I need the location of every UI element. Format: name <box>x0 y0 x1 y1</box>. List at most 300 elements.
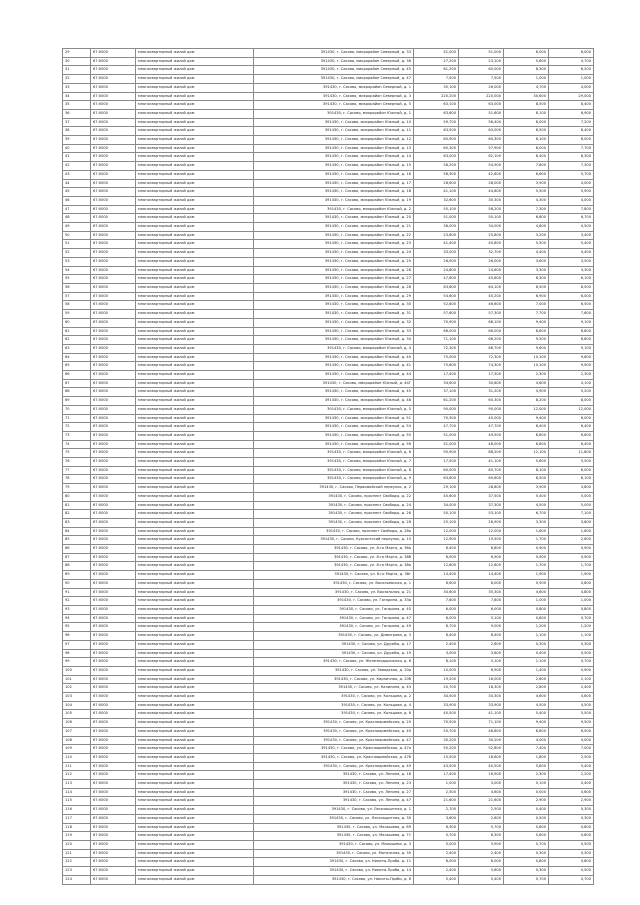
cadastral-code-cell: 67:0000 <box>91 666 136 675</box>
value-3-cell: 9,400 <box>504 719 549 728</box>
value-4-cell: 8,100 <box>549 475 594 484</box>
address-cell: 391430, г. Сасово, ул. Гагарина, д. 47 <box>254 614 414 623</box>
cadastral-code-cell: 67:0000 <box>91 388 136 397</box>
value-4-cell: 4,700 <box>549 57 594 66</box>
cadastral-code-cell: 67:0000 <box>91 475 136 484</box>
value-3-cell: 4,600 <box>504 379 549 388</box>
value-4-cell: 7,200 <box>549 118 594 127</box>
value-4-cell: 8,800 <box>549 336 594 345</box>
table-row <box>63 675 594 684</box>
row-number-cell: 46 <box>63 196 91 205</box>
cadastral-code-cell: 67:0000 <box>91 579 136 588</box>
cadastral-code-cell: 67:0000 <box>91 684 136 693</box>
building-type-cell: многоквартирный жилой дом <box>136 362 254 371</box>
building-type-cell: многоквартирный жилой дом <box>136 458 254 467</box>
value-3-cell: 10,100 <box>504 362 549 371</box>
table-row <box>63 327 594 336</box>
value-2-cell: 9,000 <box>459 623 504 632</box>
cadastral-code-cell: 67:0000 <box>91 257 136 266</box>
value-1-cell: 24,800 <box>414 266 459 275</box>
value-2-cell: 32,700 <box>459 249 504 258</box>
value-1-cell: 2,700 <box>414 806 459 815</box>
table-row <box>63 510 594 519</box>
value-1-cell: 20,700 <box>414 684 459 693</box>
value-2-cell: 12,000 <box>459 527 504 536</box>
value-1-cell: 34,600 <box>414 379 459 388</box>
row-number-cell: 105 <box>63 710 91 719</box>
building-type-cell: многоквартирный жилой дом <box>136 606 254 615</box>
value-4-cell: 6,400 <box>549 440 594 449</box>
row-number-cell: 61 <box>63 327 91 336</box>
value-3-cell: 0,100 <box>504 780 549 789</box>
table-row <box>63 118 594 127</box>
row-number-cell: 30 <box>63 57 91 66</box>
value-1-cell: 7,500 <box>414 75 459 84</box>
value-4-cell: 8,800 <box>549 327 594 336</box>
table-row <box>63 431 594 440</box>
value-4-cell: 4,400 <box>549 249 594 258</box>
value-4-cell: 9,100 <box>549 344 594 353</box>
value-1-cell: 70,900 <box>414 318 459 327</box>
value-4-cell: 4,000 <box>549 196 594 205</box>
row-number-cell: 119 <box>63 832 91 841</box>
address-cell: 391430, г. Сасово, микрорайон Южный, д. 40 <box>254 353 414 362</box>
value-3-cell: 0,300 <box>504 867 549 876</box>
address-cell: 391430, г. Сасово, микрорайон Южный, д. 6 <box>254 449 414 458</box>
value-1-cell: 54,600 <box>414 292 459 301</box>
building-type-cell: многоквартирный жилой дом <box>136 153 254 162</box>
table-row <box>63 579 594 588</box>
value-2-cell: 2,600 <box>459 814 504 823</box>
address-cell: 391430, г. Сасово, ул. Красноармейская, д. 47 <box>254 736 414 745</box>
cadastral-code-cell: 67:0000 <box>91 788 136 797</box>
table-row <box>63 475 594 484</box>
row-number-cell: 123 <box>63 867 91 876</box>
row-number-cell: 76 <box>63 458 91 467</box>
value-1-cell: 90,000 <box>414 405 459 414</box>
value-1-cell: 63,000 <box>414 153 459 162</box>
cadastral-code-cell: 67:0000 <box>91 109 136 118</box>
building-type-cell: многоквартирный жилой дом <box>136 475 254 484</box>
building-type-cell: многоквартирный жилой дом <box>136 736 254 745</box>
value-4-cell: 5,400 <box>549 240 594 249</box>
cadastral-code-cell: 67:0000 <box>91 379 136 388</box>
value-3-cell: 4,500 <box>504 701 549 710</box>
row-number-cell: 99 <box>63 658 91 667</box>
table-row <box>63 484 594 493</box>
table-row <box>63 840 594 849</box>
table-row <box>63 771 594 780</box>
address-cell: 391430, г. Сасово, микрорайон Южный, д. 12 <box>254 136 414 145</box>
value-1-cell: 51,000 <box>414 431 459 440</box>
value-2-cell: 66,200 <box>459 336 504 345</box>
address-cell: 391430, г. Сасово, микрорайон Южный, д. 25 <box>254 257 414 266</box>
value-4-cell: 6,000 <box>549 414 594 423</box>
building-type-cell: многоквартирный жилой дом <box>136 371 254 380</box>
cadastral-code-cell: 67:0000 <box>91 136 136 145</box>
value-2-cell: 72,300 <box>459 353 504 362</box>
building-type-cell: многоквартирный жилой дом <box>136 693 254 702</box>
table-row <box>63 179 594 188</box>
row-number-cell: 108 <box>63 736 91 745</box>
row-number-cell: 82 <box>63 510 91 519</box>
value-4-cell: 7,300 <box>549 162 594 171</box>
value-4-cell: 4,500 <box>549 223 594 232</box>
value-1-cell: 2,400 <box>414 849 459 858</box>
address-cell: 391430, г. Сасово, микрорайон Южный, д. 26 <box>254 266 414 275</box>
value-3-cell: 2,600 <box>504 675 549 684</box>
address-cell: 391430, г. Сасово, микрорайон Южный, д. 9 <box>254 475 414 484</box>
address-cell: 391430, г. Сасово, микрорайон Южный, д. 41 <box>254 362 414 371</box>
table-row <box>63 66 594 75</box>
address-cell: 391430, г. Сасово, ул. Лесозащитная, д. 30 <box>254 814 414 823</box>
address-cell: 391430, г. Сасово, ул. Никиты-Пряби, д. 11 <box>254 858 414 867</box>
value-4-cell: 0,800 <box>549 858 594 867</box>
table-row <box>63 162 594 171</box>
value-2-cell: 30,600 <box>459 379 504 388</box>
value-2-cell: 57,300 <box>459 310 504 319</box>
building-type-cell: многоквартирный жилой дом <box>136 501 254 510</box>
value-1-cell: 6,000 <box>414 614 459 623</box>
value-1-cell: 43,500 <box>414 762 459 771</box>
table-row <box>63 336 594 345</box>
cadastral-code-cell: 67:0000 <box>91 353 136 362</box>
table-row <box>63 623 594 632</box>
value-4-cell: 6,500 <box>549 301 594 310</box>
cadastral-code-cell: 67:0000 <box>91 344 136 353</box>
value-4-cell: 0,500 <box>549 649 594 658</box>
table-row <box>63 388 594 397</box>
cadastral-code-cell: 67:0000 <box>91 188 136 197</box>
value-4-cell: 4,800 <box>549 588 594 597</box>
value-4-cell: 3,400 <box>549 231 594 240</box>
row-number-cell: 67 <box>63 379 91 388</box>
building-type-cell: многоквартирный жилой дом <box>136 719 254 728</box>
address-cell: 391430, г. Сасово, ул. Красноармейская, д. 20 <box>254 719 414 728</box>
address-cell: 391430, г. Сасово, микрорайон Южный, д. 51 <box>254 414 414 423</box>
row-number-cell: 42 <box>63 162 91 171</box>
value-3-cell: 9,400 <box>504 414 549 423</box>
value-3-cell: 8,100 <box>504 109 549 118</box>
value-4-cell: 2,500 <box>549 753 594 762</box>
value-3-cell: 6,000 <box>504 49 549 58</box>
value-2-cell: 14,400 <box>459 571 504 580</box>
value-2-cell: 2,400 <box>459 849 504 858</box>
building-type-cell: многоквартирный жилой дом <box>136 397 254 406</box>
building-type-cell: многоквартирный жилой дом <box>136 780 254 789</box>
address-cell: 391430, г. Сасово, ул. Никиты-Пряби, д. 8 <box>254 875 414 884</box>
row-number-cell: 69 <box>63 397 91 406</box>
table-row <box>63 57 594 66</box>
value-1-cell: 6,600 <box>414 579 459 588</box>
value-3-cell: 5,500 <box>504 240 549 249</box>
building-type-cell: многоквартирный жилой дом <box>136 727 254 736</box>
cadastral-code-cell: 67:0000 <box>91 693 136 702</box>
value-4-cell: 5,500 <box>549 458 594 467</box>
table-row <box>63 136 594 145</box>
row-number-cell: 37 <box>63 118 91 127</box>
value-1-cell: 25,100 <box>414 518 459 527</box>
building-type-cell: многоквартирный жилой дом <box>136 823 254 832</box>
cadastral-code-cell: 67:0000 <box>91 832 136 841</box>
cadastral-code-cell: 67:0000 <box>91 623 136 632</box>
value-4-cell: 1,700 <box>549 562 594 571</box>
cadastral-code-cell: 67:0000 <box>91 614 136 623</box>
value-4-cell: 0,300 <box>549 814 594 823</box>
cadastral-code-cell: 67:0000 <box>91 849 136 858</box>
row-number-cell: 31 <box>63 66 91 75</box>
table-row <box>63 797 594 806</box>
building-type-cell: многоквартирный жилой дом <box>136 545 254 554</box>
value-3-cell: 1,600 <box>504 527 549 536</box>
value-1-cell: 61,200 <box>414 397 459 406</box>
value-2-cell: 47,700 <box>459 423 504 432</box>
cadastral-code-cell: 67:0000 <box>91 823 136 832</box>
value-3-cell: 9,600 <box>504 344 549 353</box>
value-1-cell: 2,400 <box>414 640 459 649</box>
row-number-cell: 89 <box>63 571 91 580</box>
address-cell: 391430, г. Сасово, микрорайон Южный, д. 20 <box>254 214 414 223</box>
value-1-cell: 57,600 <box>414 310 459 319</box>
value-4-cell: 1,000 <box>549 597 594 606</box>
building-type-cell: многоквартирный жилой дом <box>136 788 254 797</box>
value-3-cell: 0,500 <box>504 814 549 823</box>
row-number-cell: 39 <box>63 136 91 145</box>
table-row <box>63 188 594 197</box>
value-2-cell: 34,300 <box>459 693 504 702</box>
value-2-cell: 4,600 <box>459 788 504 797</box>
table-row <box>63 658 594 667</box>
value-1-cell: 60,300 <box>414 144 459 153</box>
value-4-cell: 5,700 <box>549 170 594 179</box>
building-type-cell: многоквартирный жилой дом <box>136 518 254 527</box>
row-number-cell: 94 <box>63 614 91 623</box>
table-row <box>63 214 594 223</box>
value-2-cell: 5,600 <box>459 867 504 876</box>
value-3-cell: 8,800 <box>504 327 549 336</box>
value-2-cell: 54,900 <box>459 162 504 171</box>
value-3-cell: 1,900 <box>504 571 549 580</box>
value-4-cell: 5,500 <box>549 710 594 719</box>
value-3-cell: 1,100 <box>504 658 549 667</box>
value-2-cell: 28,800 <box>459 484 504 493</box>
row-number-cell: 62 <box>63 336 91 345</box>
value-4-cell: 4,100 <box>549 379 594 388</box>
value-4-cell: 1,200 <box>549 623 594 632</box>
value-2-cell: 16,000 <box>459 675 504 684</box>
cadastral-code-cell: 67:0000 <box>91 83 136 92</box>
value-2-cell: 50,100 <box>459 214 504 223</box>
address-cell: 391430, г. Сасово, микрорайон Южный, д. 33 <box>254 327 414 336</box>
value-3-cell: 8,400 <box>504 153 549 162</box>
value-4-cell: 6,600 <box>549 431 594 440</box>
value-1-cell: 60,000 <box>414 466 459 475</box>
value-1-cell: 3,000 <box>414 649 459 658</box>
building-type-cell: многоквартирный жилой дом <box>136 249 254 258</box>
table-row <box>63 405 594 414</box>
row-number-cell: 78 <box>63 475 91 484</box>
building-type-cell: многоквартирный жилой дом <box>136 571 254 580</box>
building-type-cell: многоквартирный жилой дом <box>136 423 254 432</box>
value-2-cell: 2,600 <box>459 640 504 649</box>
table-row <box>63 310 594 319</box>
value-3-cell: 4,500 <box>504 501 549 510</box>
address-cell: 391430, г. Сасово, микрорайон Южный, д. 56 <box>254 440 414 449</box>
value-4-cell: 0,500 <box>549 840 594 849</box>
cadastral-code-cell: 67:0000 <box>91 275 136 284</box>
table-row <box>63 501 594 510</box>
value-3-cell: 6,700 <box>504 510 549 519</box>
value-2-cell: 17,300 <box>459 371 504 380</box>
value-3-cell: 3,600 <box>504 257 549 266</box>
address-cell: 391430, г. Сасово, ул. Дружбы, д. 17 <box>254 640 414 649</box>
building-type-cell: многоквартирный жилой дом <box>136 832 254 841</box>
value-3-cell: 0,900 <box>504 579 549 588</box>
value-1-cell: 50,700 <box>414 727 459 736</box>
cadastral-code-cell: 67:0000 <box>91 484 136 493</box>
value-3-cell: 4,600 <box>504 693 549 702</box>
cadastral-code-cell: 67:0000 <box>91 205 136 214</box>
value-1-cell: 47,600 <box>414 275 459 284</box>
row-number-cell: 68 <box>63 388 91 397</box>
table-row <box>63 371 594 380</box>
building-type-cell: многоквартирный жилой дом <box>136 562 254 571</box>
value-2-cell: 31,200 <box>459 388 504 397</box>
table-row <box>63 614 594 623</box>
value-1-cell: 37,100 <box>414 388 459 397</box>
table-row <box>63 693 594 702</box>
table-row <box>63 231 594 240</box>
row-number-cell: 116 <box>63 806 91 815</box>
table-row <box>63 196 594 205</box>
cadastral-code-cell: 67:0000 <box>91 92 136 101</box>
table-row <box>63 849 594 858</box>
address-cell: 391430, г. Сасово, микрорайон Южный, д. 54 <box>254 423 414 432</box>
cadastral-code-cell: 67:0000 <box>91 75 136 84</box>
value-3-cell: 4,700 <box>504 83 549 92</box>
building-type-cell: многоквартирный жилой дом <box>136 623 254 632</box>
value-4-cell: 6,900 <box>549 109 594 118</box>
address-cell: 391430, г. Сасово, микрорайон Южный, д. 1 <box>254 109 414 118</box>
value-3-cell: 4,300 <box>504 196 549 205</box>
value-2-cell: 19,500 <box>459 536 504 545</box>
row-number-cell: 81 <box>63 501 91 510</box>
row-number-cell: 112 <box>63 771 91 780</box>
address-cell: 391430, г. Сасово, микрорайон Южный, д. 11 <box>254 127 414 136</box>
building-type-cell: многоквартирный жилой дом <box>136 510 254 519</box>
row-number-cell: 83 <box>63 518 91 527</box>
value-2-cell: 26,900 <box>459 518 504 527</box>
address-cell: 391430, г. Сасово, микрорайон Южный, д. 16 <box>254 170 414 179</box>
row-number-cell: 124 <box>63 875 91 884</box>
value-3-cell: 8,500 <box>504 283 549 292</box>
address-cell: 391430, г. Сасово, ул. Ленина, д. 23 <box>254 780 414 789</box>
building-type-cell: многоквартирный жилой дом <box>136 240 254 249</box>
value-1-cell: 5,000 <box>414 840 459 849</box>
value-3-cell: 6,800 <box>504 431 549 440</box>
row-number-cell: 54 <box>63 266 91 275</box>
table-row <box>63 92 594 101</box>
value-3-cell: 12,100 <box>504 449 549 458</box>
cadastral-code-cell: 67:0000 <box>91 301 136 310</box>
cadastral-code-cell: 67:0000 <box>91 240 136 249</box>
cadastral-code-cell: 67:0000 <box>91 675 136 684</box>
row-number-cell: 115 <box>63 797 91 806</box>
value-4-cell: 7,000 <box>549 745 594 754</box>
value-2-cell: 33,900 <box>459 701 504 710</box>
value-4-cell: 2,100 <box>549 675 594 684</box>
table-row <box>63 788 594 797</box>
building-type-cell: многоквартирный жилой дом <box>136 266 254 275</box>
value-3-cell: 8,500 <box>504 475 549 484</box>
table-row <box>63 344 594 353</box>
cadastral-code-cell: 67:0000 <box>91 423 136 432</box>
table-row <box>63 867 594 876</box>
address-cell: 391430, г. Сасово, микрорайон Южный, д. 13 <box>254 144 414 153</box>
value-2-cell: 57,900 <box>459 144 504 153</box>
building-type-cell: многоквартирный жилой дом <box>136 527 254 536</box>
table-row <box>63 745 594 754</box>
value-4-cell: 7,700 <box>549 144 594 153</box>
table-row <box>63 127 594 136</box>
value-4-cell: 9,600 <box>549 353 594 362</box>
table-row <box>63 753 594 762</box>
value-3-cell: 8,100 <box>504 466 549 475</box>
address-cell: 391430, г. Сасово, ул. Малышева, д. 69 <box>254 823 414 832</box>
value-3-cell: 0,400 <box>504 649 549 658</box>
address-cell: 391430, г. Сасово, ул. Красноармейская, д. 47а <box>254 745 414 754</box>
value-3-cell: 5,600 <box>504 57 549 66</box>
table-row <box>63 571 594 580</box>
value-1-cell: 7,800 <box>414 597 459 606</box>
value-4-cell: 7,800 <box>549 205 594 214</box>
row-number-cell: 95 <box>63 623 91 632</box>
value-1-cell: 6,300 <box>414 823 459 832</box>
value-2-cell: 3,000 <box>459 780 504 789</box>
table-row <box>63 858 594 867</box>
value-1-cell: 1,000 <box>414 780 459 789</box>
value-3-cell: 8,500 <box>504 101 549 110</box>
value-2-cell: 42,800 <box>459 170 504 179</box>
value-3-cell: 0,700 <box>504 875 549 884</box>
value-3-cell: 3,200 <box>504 231 549 240</box>
cadastral-code-cell: 67:0000 <box>91 719 136 728</box>
value-4-cell: 12,000 <box>549 405 594 414</box>
cadastral-code-cell: 67:0000 <box>91 170 136 179</box>
row-number-cell: 103 <box>63 693 91 702</box>
building-type-cell: многоквартирный жилой дом <box>136 762 254 771</box>
value-3-cell: 1,200 <box>504 623 549 632</box>
value-1-cell: 6,400 <box>414 545 459 554</box>
value-2-cell: 66,000 <box>459 327 504 336</box>
value-3-cell: 10,100 <box>504 353 549 362</box>
row-number-cell: 50 <box>63 231 91 240</box>
value-3-cell: 0,800 <box>504 858 549 867</box>
value-1-cell: 51,000 <box>414 440 459 449</box>
value-1-cell: 72,300 <box>414 344 459 353</box>
row-number-cell: 55 <box>63 275 91 284</box>
value-4-cell: 3,500 <box>549 257 594 266</box>
value-4-cell: 5,200 <box>549 388 594 397</box>
cadastral-code-cell: 67:0000 <box>91 571 136 580</box>
building-type-cell: многоквартирный жилой дом <box>136 327 254 336</box>
address-cell: 391430, г. Сасово, ул. Лесозащитная, д. 1 <box>254 806 414 815</box>
building-type-cell: многоквартирный жилой дом <box>136 771 254 780</box>
table-row <box>63 832 594 841</box>
address-cell: 391430, г. Сасово, микрорайон Южный, д. 44 <box>254 371 414 380</box>
building-type-cell: многоквартирный жилой дом <box>136 745 254 754</box>
building-type-cell: многоквартирный жилой дом <box>136 753 254 762</box>
